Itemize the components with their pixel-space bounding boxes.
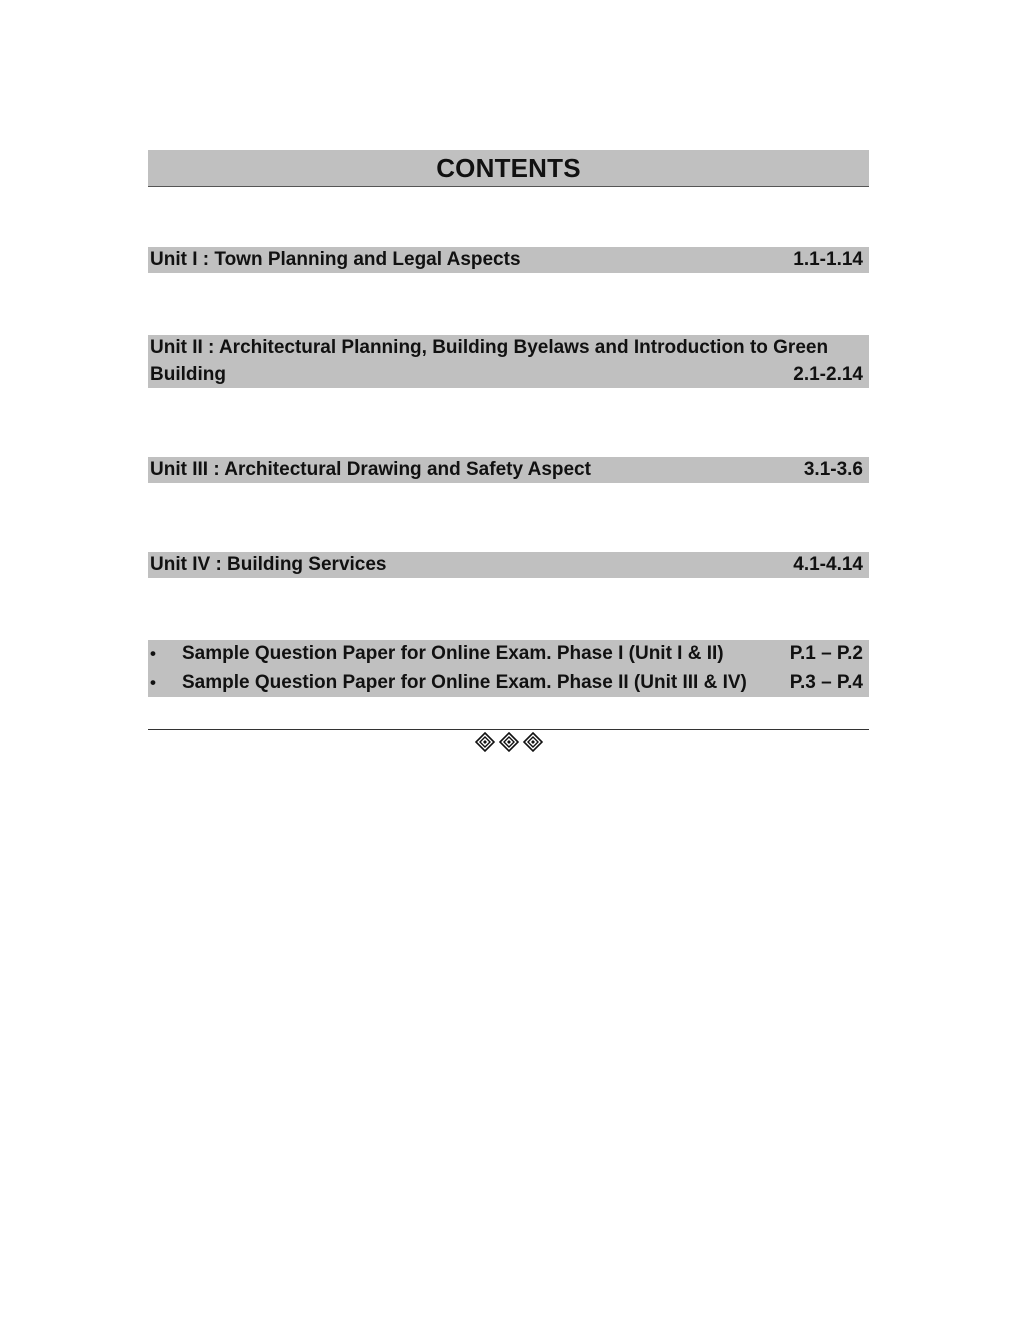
sample-paper-pages: P.3 – P.4: [789, 671, 863, 693]
toc-entry-pages: 1.1-1.14: [793, 249, 863, 270]
diamond-icon: [499, 732, 519, 752]
contents-title-bar: [148, 150, 869, 187]
contents-page: [148, 0, 869, 1320]
toc-entry-label-continued: Building: [150, 363, 226, 385]
toc-entry-unit-4[interactable]: [148, 552, 869, 578]
page-title: CONTENTS: [436, 152, 581, 183]
toc-entry-pages: 2.1-2.14: [793, 363, 863, 385]
sample-paper-item-1[interactable]: [148, 640, 869, 669]
sample-paper-item-2[interactable]: [148, 669, 869, 698]
sample-paper-label: Sample Question Paper for Online Exam. Phase II (Unit III & IV): [182, 671, 747, 693]
diamond-icon: [523, 732, 543, 752]
bullet-icon: •: [150, 644, 156, 664]
toc-entry-unit-2[interactable]: [148, 335, 869, 388]
toc-entry-unit-1[interactable]: [148, 247, 869, 273]
divider-line: [148, 729, 869, 730]
sample-paper-pages: P.1 – P.2: [789, 643, 863, 665]
bullet-icon: •: [150, 672, 156, 692]
sample-papers-list: [148, 640, 869, 697]
toc-entry-label: Unit III : Architectural Drawing and Safety Aspect: [150, 459, 591, 480]
diamond-ornament-icon: [148, 732, 869, 752]
toc-entry-label: Unit II : Architectural Planning, Building Byelaws and Introduction to Green: [150, 337, 829, 358]
toc-entry-pages: 4.1-4.14: [793, 554, 863, 575]
sample-paper-label: Sample Question Paper for Online Exam. Phase I (Unit I & II): [182, 643, 724, 665]
toc-entry-label: Unit IV : Building Services: [150, 554, 387, 575]
toc-entry-pages: 3.1-3.6: [803, 459, 863, 480]
toc-entry-unit-3[interactable]: [148, 457, 869, 483]
diamond-icon: [475, 732, 495, 752]
toc-entry-label: Unit I : Town Planning and Legal Aspects: [150, 249, 521, 270]
